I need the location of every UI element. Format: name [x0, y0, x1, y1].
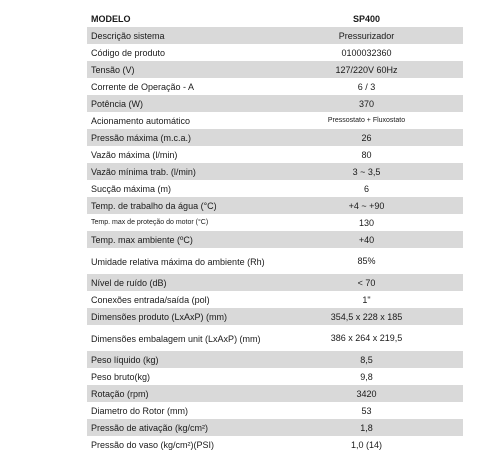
table-row — [87, 146, 463, 163]
row-label: Descrição sistema — [87, 27, 270, 44]
row-label: Temp. de trabalho da água (°C) — [87, 197, 270, 214]
row-label: Vazão mínima trab. (l/min) — [87, 163, 270, 180]
row-value: 386 x 264 x 219,5 — [330, 333, 403, 343]
table-row — [87, 95, 463, 112]
row-value: 1,0 (14) — [350, 439, 383, 450]
row-value: Pressurizador — [270, 27, 463, 44]
row-value: 85% — [357, 256, 376, 266]
row-label: Sucção máxima (m) — [91, 183, 172, 194]
row-label: Peso líquido (kg) — [87, 351, 270, 368]
row-label: Pressão máxima (m.c.a.) — [87, 129, 270, 146]
row-label: Peso bruto(kg) — [91, 371, 151, 382]
table-row — [87, 402, 463, 419]
row-value: 354,5 x 228 x 185 — [270, 308, 463, 325]
row-value: 53 — [361, 405, 372, 416]
row-value: 6 / 3 — [357, 81, 376, 92]
row-value: Pressostato + Fluxostato — [327, 116, 406, 124]
table-row — [87, 61, 463, 78]
table-row — [87, 78, 463, 95]
row-label: Dimensões produto (LxAxP) (mm) — [87, 308, 270, 325]
row-label: Pressão de ativação (kg/cm²) — [87, 419, 270, 436]
row-label: Diametro do Rotor (mm) — [91, 405, 189, 416]
row-value: 1,8 — [270, 419, 463, 436]
row-value: +4 ~ +90 — [270, 197, 463, 214]
table-row — [87, 274, 463, 291]
table-row — [87, 351, 463, 368]
row-value: 370 — [270, 95, 463, 112]
row-value: 3420 — [270, 385, 463, 402]
row-value: 80 — [361, 149, 372, 160]
row-value: 127/220V 60Hz — [270, 61, 463, 78]
table-row — [87, 180, 463, 197]
row-label: Vazão máxima (l/min) — [91, 149, 178, 160]
row-value: 26 — [270, 129, 463, 146]
row-value: 1" — [362, 294, 371, 305]
table-row — [87, 129, 463, 146]
table-row — [87, 163, 463, 180]
row-value: 6 — [363, 183, 369, 194]
row-label: Umidade relativa máxima do ambiente (Rh) — [91, 256, 265, 267]
row-value: 0100032360 — [341, 47, 392, 58]
table-row — [87, 214, 463, 231]
header-label: MODELO — [91, 13, 131, 24]
table-row — [87, 248, 463, 274]
table-row — [87, 325, 463, 351]
row-label: Dimensões embalagem unit (LxAxP) (mm) — [91, 333, 261, 344]
row-label: Rotação (rpm) — [87, 385, 270, 402]
row-label: Temp. max de proteção do motor (°C) — [91, 218, 209, 226]
row-label: Pressão do vaso (kg/cm²)(PSI) — [91, 439, 215, 450]
row-label: Acionamento automático — [91, 115, 191, 126]
table-row — [87, 419, 463, 436]
table-row — [87, 197, 463, 214]
table-row — [87, 291, 463, 308]
row-value: 8,5 — [270, 351, 463, 368]
row-label: Tensão (V) — [87, 61, 270, 78]
table-header-row — [87, 10, 463, 27]
row-label: Conexões entrada/saída (pol) — [91, 294, 210, 305]
row-value: 3 ~ 3,5 — [270, 163, 463, 180]
row-label: Corrente de Operação - A — [91, 81, 195, 92]
row-value: 130 — [358, 217, 375, 228]
table-row — [87, 27, 463, 44]
header-model: SP400 — [352, 13, 381, 24]
row-value: +40 — [270, 231, 463, 248]
table-row — [87, 368, 463, 385]
table-row — [87, 112, 463, 129]
row-value: < 70 — [270, 274, 463, 291]
row-value: 9,8 — [360, 371, 373, 382]
table-row — [87, 308, 463, 325]
row-label: Potência (W) — [87, 95, 270, 112]
row-label: Nível de ruído (dB) — [87, 274, 270, 291]
table-row — [87, 385, 463, 402]
row-label: Temp. max ambiente (ºC) — [87, 231, 270, 248]
spec-table — [87, 10, 463, 453]
table-row — [87, 231, 463, 248]
table-row — [87, 44, 463, 61]
row-label: Código de produto — [91, 47, 166, 58]
table-row — [87, 436, 463, 453]
